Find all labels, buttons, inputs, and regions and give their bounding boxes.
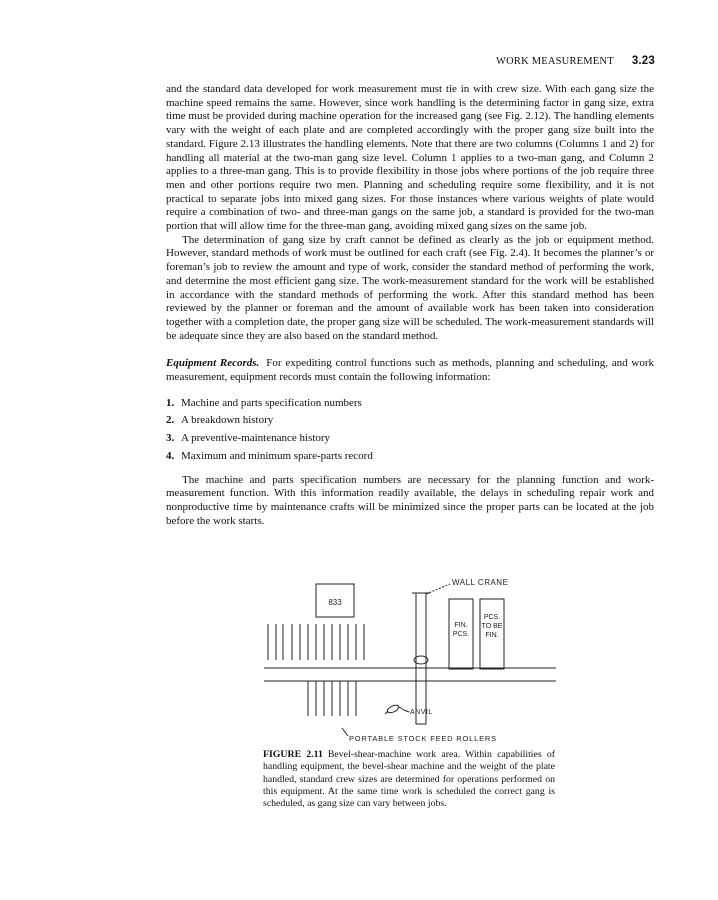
closing-paragraph: The machine and parts specification numbers are necessary for the planning function and work-measurement function. With this information readily available, the delays in scheduling repair work and nonproductive time by maintenance crafts will be minimized since the proper parts can be located at the job before the work starts. <box>166 473 654 527</box>
figure-caption <box>263 749 555 810</box>
paragraph-1: and the standard data developed for work measurement must tie in with crew size. With each gang size the machine speed remains the same. However, since work handling is the determining factor in gang size, extra time must be provided during machine operation for the increased gang (see Fig. 2.12). The handling elements vary with the weight of each plate and are completed accordingly with the proper gang size built into the standard. Figure 2.13 illustrates the handling elements. Note that there are two columns (Columns 1 and 2) for handling all material at the two-man gang size level. Column 1 applies to a two-man gang, and Column 2 applies to a three-man gang. This is to provide flexibility in those jobs where portions of the job require three men and other portions require two men. Planning and scheduling require some flexibility, and it is not practical to separate jobs into mixed gang sizes. For those instances where various weights of plate would require a combination of two- and three-man gangs on the same job, a standard is provided for the two-man portion that will allow time for the three-man gang, avoiding mixed gang sizes on the same job. <box>166 83 654 233</box>
rollers-leader <box>342 728 348 736</box>
feed-rollers-lower <box>308 681 356 716</box>
anvil-leader <box>404 710 409 712</box>
pcs-to-be-label-3: FIN. <box>485 632 499 639</box>
figure-bevel-shear-diagram <box>262 575 558 745</box>
body-text <box>166 83 654 528</box>
page-number: 3.23 <box>631 55 655 67</box>
list-item: 2. A breakdown history <box>166 414 274 427</box>
caption-label: FIGURE 2.11 <box>263 749 323 760</box>
list-item: 1. Machine and parts specification numbers <box>166 396 362 409</box>
anvil-label: ANVIL <box>410 709 433 716</box>
anvil-icon <box>385 704 404 715</box>
wall-crane-label: WALL CRANE <box>452 578 509 587</box>
crane-mast <box>416 593 426 724</box>
feed-rollers-upper <box>268 624 364 660</box>
info-list <box>166 397 654 464</box>
running-title: WORK MEASUREMENT <box>495 56 614 67</box>
machine-number-label: 833 <box>328 598 342 607</box>
caption-text: Bevel-shear-machine work area. Within capabilities of handling equipment, the bevel-shear machine and the weight of the plate handled, standard crew sizes are determined for operations performed on this equipment. At the same time work is scheduled the correct gang is scheduled, as gang size can vary between jobs. <box>263 749 556 810</box>
list-item: 4. Maximum and minimum spare-parts record <box>166 449 373 462</box>
section-title: Equipment Records. <box>166 357 260 370</box>
fin-pcs-label-1: FIN. <box>454 622 468 629</box>
fin-pcs-label-2: PCS. <box>452 631 470 638</box>
wall-crane-leader <box>426 584 450 594</box>
paragraph-2: The determination of gang size by craft cannot be defined as clearly as the job or equipment method. However, standard methods of work must be outlined for each craft (see Fig. 2.4). It becomes the planner’s or foreman’s job to review the amount and type of work, consider the standard method of performing the work, and determine the most efficient gang size. The work-measurement standard for the work will be established in accordance with the standard methods of performing the work. After this standard method has been reviewed by the planner or foreman and the amount of available work has been taken into consideration together with a completion date, the proper gang size will be scheduled. The work-measurement standards will be adequate since they are also based on the standard method. <box>166 233 654 342</box>
section-text: For expediting control functions such as methods, planning and scheduling, and work measurement, equipment records must contain the following information: <box>166 357 654 384</box>
rollers-label: PORTABLE STOCK FEED ROLLERS <box>349 734 497 743</box>
diagram-svg <box>262 575 558 745</box>
list-item: 3. A preventive-maintenance history <box>166 432 331 445</box>
equipment-records-section <box>166 357 654 384</box>
pcs-to-be-label-1: PCS. <box>483 614 501 621</box>
running-header <box>496 55 655 67</box>
pcs-to-be-label-2: TO BE <box>481 623 503 630</box>
